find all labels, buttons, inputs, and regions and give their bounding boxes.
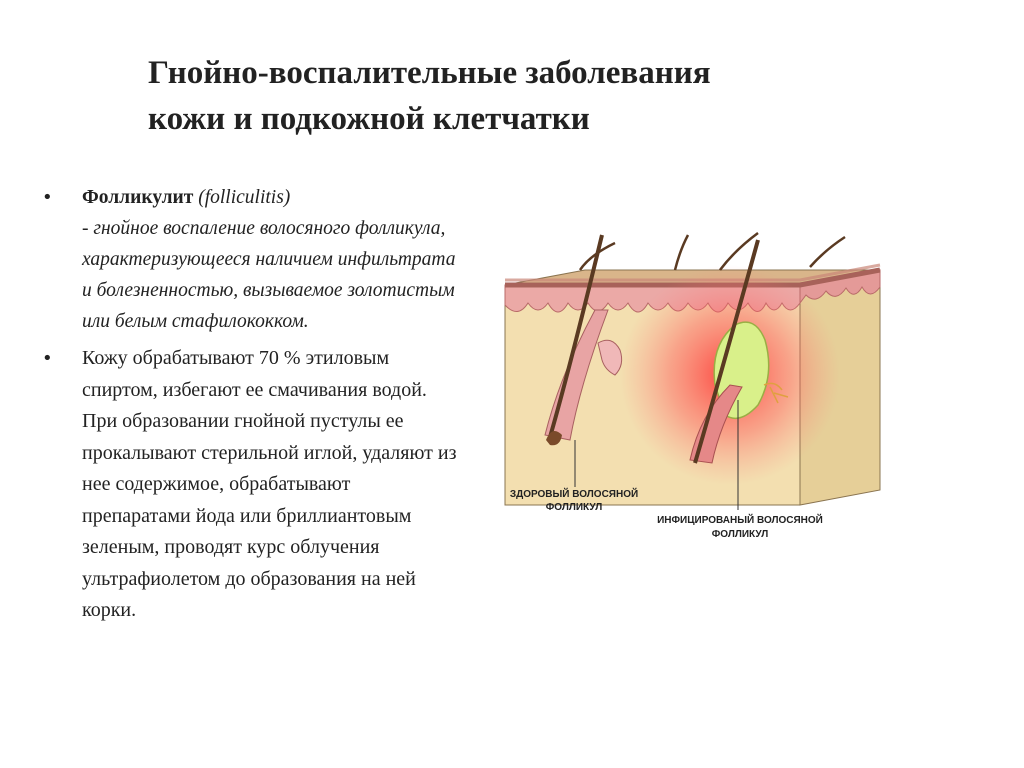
slide-title (148, 50, 908, 142)
bullet-list (42, 182, 462, 627)
treatment-text: Кожу обрабатывают 70 % этиловым спиртом, избегают ее смачивания водой. При образовании гнойной пустулы ее прокалывают стерильной иглой, удаляют из нее содержимое, обрабатывают препаратами йода или бриллиантовым зеленым, проводят курс облучения ультрафиолетом до образования на ней корки. (82, 347, 457, 621)
label-infected-follicle-2: ФОЛЛИКУЛ (711, 529, 769, 540)
label-healthy-follicle-2: ФОЛЛИКУЛ (545, 502, 603, 513)
bullet-dot: • (42, 348, 53, 369)
title-line-2: кожи и подкожной клетчатки (148, 101, 590, 137)
bullet-treatment (42, 343, 462, 627)
label-infected-follicle-1: ИНФИЦИРОВАНЫЙ ВОЛОСЯНОЙ (657, 515, 823, 526)
term-folliculitis: Фолликулит (82, 187, 194, 208)
definition-text: - гнойное воспаление волосяного фолликула, характеризующееся наличием инфильтрата и болезненностью, вызываемое золотистым или белым стафилококком. (82, 218, 456, 332)
title-line-1: Гнойно-воспалительные заболевания (148, 55, 711, 91)
bullet-dot: • (42, 187, 53, 208)
bullet-folliculitis (42, 182, 462, 337)
label-healthy-follicle-1: ЗДОРОВЫЙ ВОЛОСЯНОЙ (509, 489, 639, 500)
surface-hairs (580, 233, 845, 270)
skin-follicle-illustration (490, 225, 890, 555)
term-latin: (folliculitis) (198, 187, 291, 208)
